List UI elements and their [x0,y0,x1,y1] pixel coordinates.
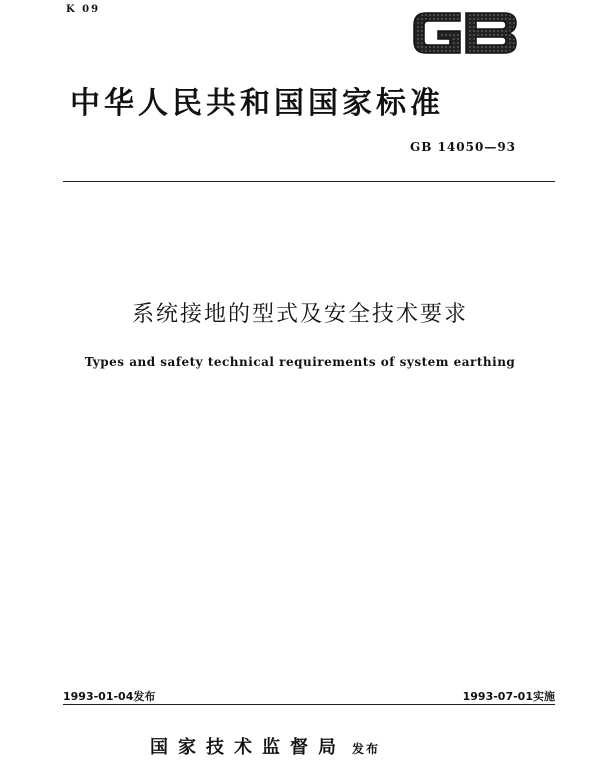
effective-date: 1993-07-01实施 [462,690,555,703]
issuer-name: 国家技术监督局 [150,737,346,758]
footer-divider [63,704,555,705]
gb-logo [408,5,522,61]
document-title-english: Types and safety technical requirements of system earthing [84,355,516,369]
issued-date: 1993-01-04发布 [63,690,156,703]
document-title-chinese: 系统接地的型式及安全技术要求 [131,302,468,327]
standard-code: GB 14050—93 [410,140,517,154]
classification-code: K 09 [66,4,101,15]
issuer-line [150,733,380,759]
issuer-suffix: 发布 [352,742,381,756]
header-divider [63,181,555,182]
organization-title: 中华人民共和国国家标准 [70,86,444,121]
